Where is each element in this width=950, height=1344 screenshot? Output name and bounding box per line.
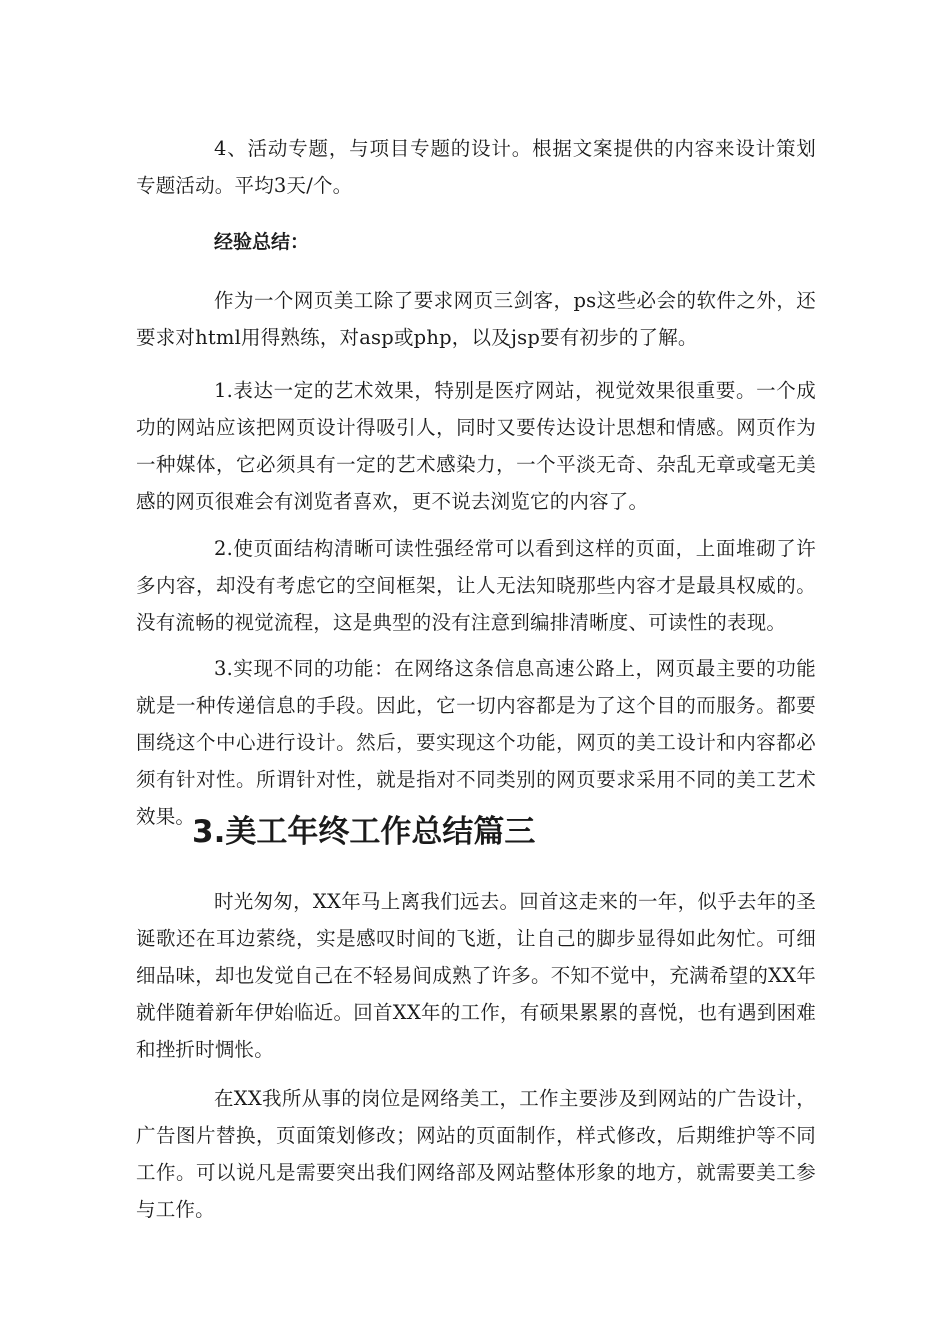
paragraph-job-role: 在XX我所从事的岗位是网络美工，工作主要涉及到网站的广告设计，广告图片替换，页面策划修改；网站的页面制作，样式修改，后期维护等不同工作。可以说凡是需要突出我们网络部及网站整体形象的地方，就需要美工参与工作。 — [136, 1087, 816, 1221]
paragraph-year-review: 时光匆匆，XX年马上离我们远去。回首这走来的一年，似乎去年的圣诞歌还在耳边萦绕，实是感叹时间的飞逝，让自己的脚步显得如此匆忙。可细细品味，却也发觉自己在不轻易间成熟了许多。不知不觉中，充满希望的XX年就伴随着新年伊始临近。回首XX年的工作，有硕果累累的喜悦，也有遇到困难和挫折时惆怅。 — [136, 890, 816, 1061]
paragraph-clear-structure: 2.使页面结构清晰可读性强经常可以看到这样的页面，上面堆砌了许多内容，却没有考虑它的空间框架，让人无法知晓那些内容才是最具权威的。没有流畅的视觉流程，这是典型的没有注意到编排清晰度、可读性的表现。 — [136, 537, 816, 634]
section-heading: 3.美工年终工作总结篇三 — [192, 814, 536, 850]
experience-summary-label: 经验总结： — [214, 231, 310, 253]
paragraph-skill-requirements: 作为一个网页美工除了要求网页三剑客，ps这些必会的软件之外，还要求对html用得熟练，对asp或php，以及jsp要有初步的了解。 — [136, 289, 816, 349]
paragraph-activity-topics: 4、活动专题，与项目专题的设计。根据文案提供的内容来设计策划专题活动。平均3天/个。 — [136, 137, 816, 197]
paragraph-functions: 3.实现不同的功能：在网络这条信息高速公路上，网页最主要的功能就是一种传递信息的手段。因此，它一切内容都是为了这个目的而服务。都要围绕这个中心进行设计。然后，要实现这个功能，网页的美工设计和内容都必须有针对性。所谓针对性，就是指对不同类别的网页要求采用不同的美工艺术效果。 — [136, 657, 816, 828]
paragraph-artistic-effect: 1.表达一定的艺术效果，特别是医疗网站，视觉效果很重要。一个成功的网站应该把网页设计得吸引人，同时又要传达设计思想和情感。网页作为一种媒体，它必须具有一定的艺术感染力，一个平淡无奇、杂乱无章或毫无美感的网页很难会有浏览者喜欢，更不说去浏览它的内容了。 — [136, 379, 816, 513]
